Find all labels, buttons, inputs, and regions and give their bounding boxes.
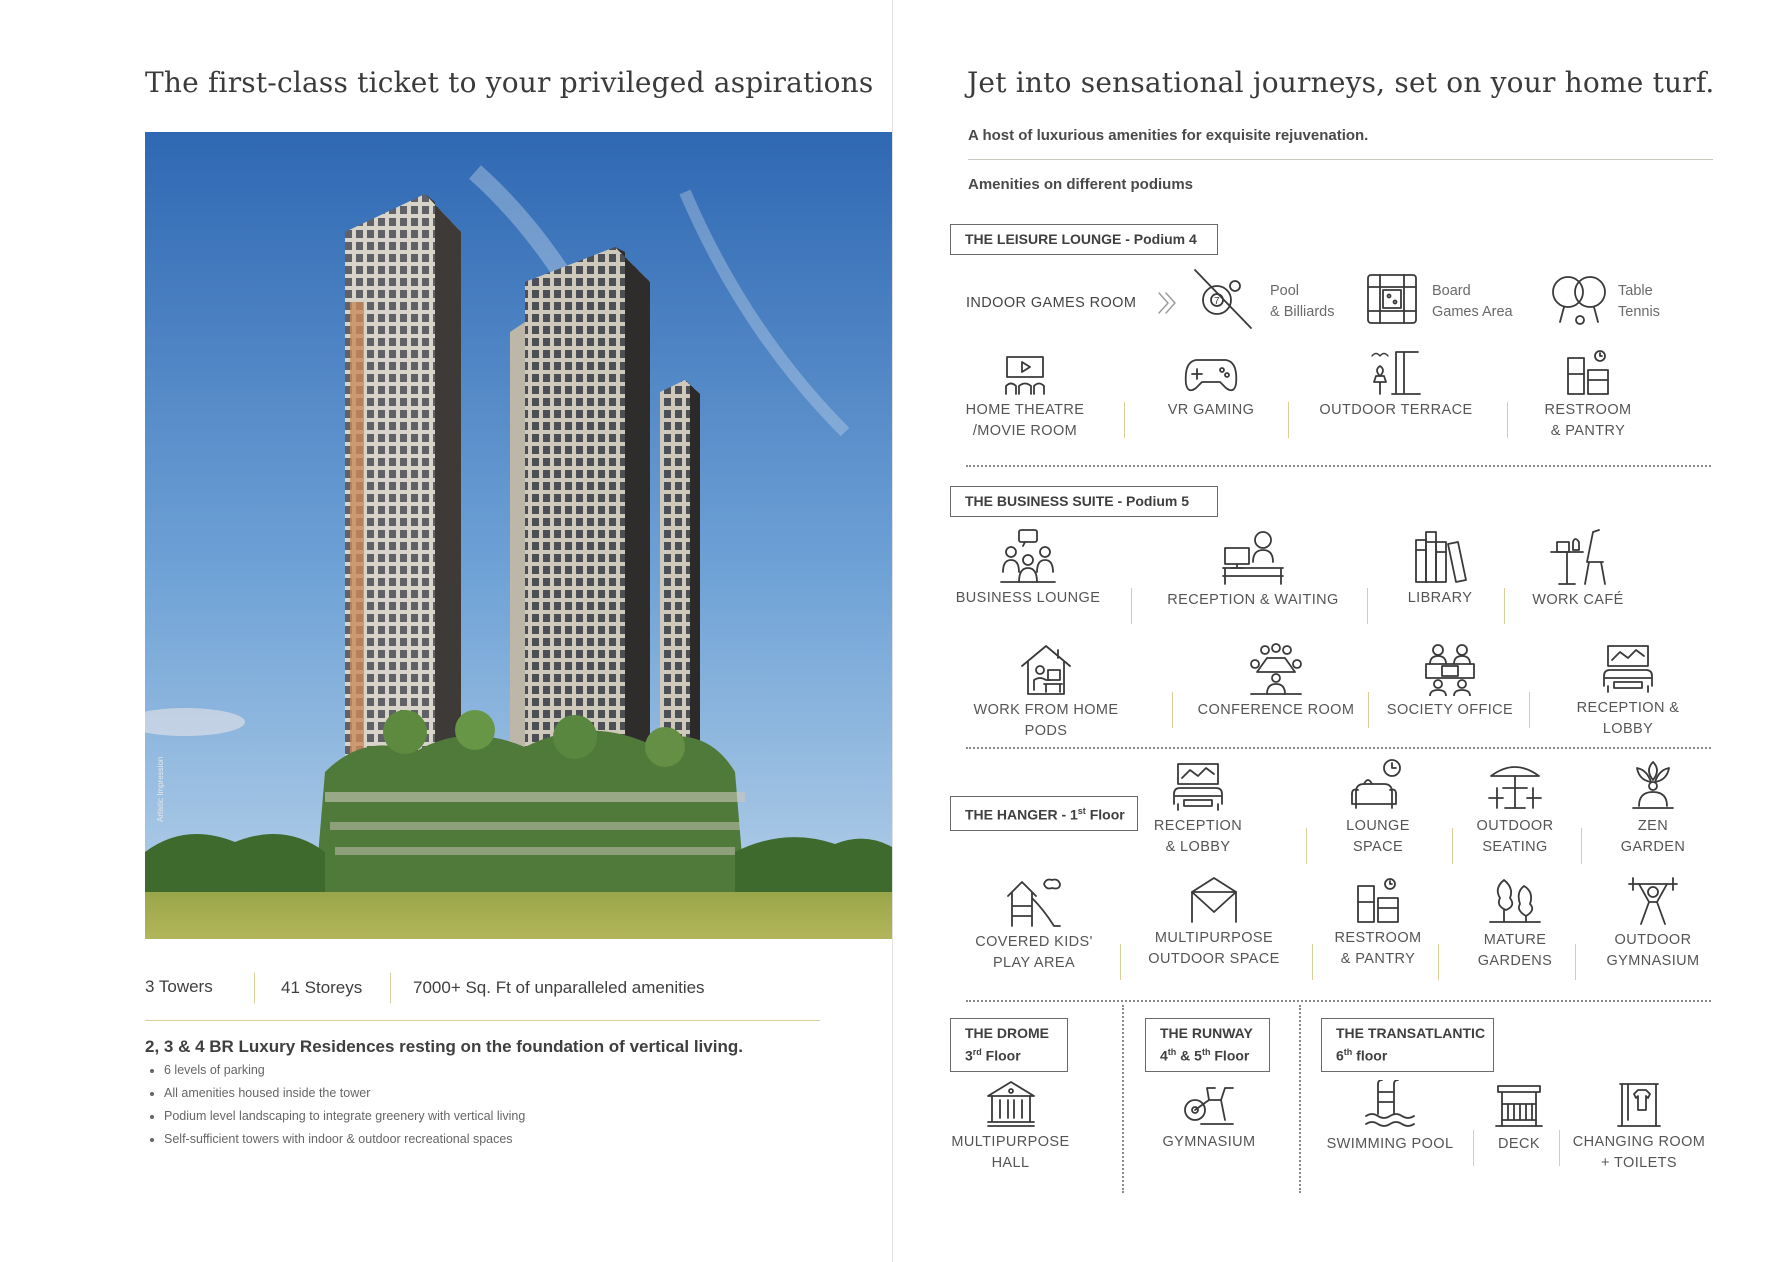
outdoor-gymnasium: OUTDOOR GYMNASIUM [1588,876,1718,972]
work-cafe: WORK CAFÉ [1523,528,1633,611]
badge-drome: THE DROME 3rd Floor [950,1018,1068,1072]
books-icon [1412,528,1468,584]
reception-waiting: RECEPTION & WAITING [1163,528,1343,611]
item-divider [1529,692,1530,728]
right-page [893,0,1785,1262]
theatre-icon [1003,354,1047,396]
cafe-icon [1549,528,1607,586]
terrace-icon [1370,348,1422,396]
divider [145,1020,820,1021]
reception-icon [1221,528,1285,586]
deck-icon [1494,1080,1544,1130]
home-office-icon [1020,642,1072,696]
billiards-icon [1191,268,1255,332]
item-divider [1473,1130,1474,1166]
gymnasium: GYMNASIUM [1149,1080,1269,1153]
stat-towers: 3 Towers [145,977,213,996]
lobby-icon [1600,642,1656,694]
item-divider [1131,588,1132,624]
item-divider [1124,402,1125,438]
lobby-icon [1170,760,1226,812]
item-divider [1367,588,1368,624]
section-divider [966,1000,1711,1002]
home-theatre: HOME THEATRE /MOVIE ROOM [955,354,1095,442]
slide-icon [1006,876,1062,928]
badge-leisure-lounge: THE LEISURE LOUNGE - Podium 4 [950,224,1218,255]
divider [968,159,1713,160]
item-divider [1581,828,1582,864]
item-divider [1120,944,1121,980]
lounge-space: LOUNGE SPACE [1318,758,1438,858]
table-tennis-label: Table Tennis [1618,283,1660,320]
multipurpose-outdoor-space: MULTIPURPOSE OUTDOOR SPACE [1129,876,1299,970]
section-divider [966,747,1711,749]
badge-runway: THE RUNWAY 4th & 5th Floor [1145,1018,1270,1072]
hanger-reception-lobby: RECEPTION & LOBBY [1133,760,1263,858]
item-divider [1504,588,1505,624]
umbrella-table-icon [1487,758,1543,812]
table-tennis-icon [1550,272,1610,328]
deck: DECK [1479,1080,1559,1155]
section-divider [966,465,1711,467]
work-from-home-pods: WORK FROM HOME PODS [951,642,1141,742]
feature-list [146,1063,525,1155]
outdoor-seating: OUTDOOR SEATING [1455,758,1575,858]
item-divider [1288,402,1289,438]
column-divider [1122,1005,1124,1193]
stat-divider [390,973,391,1003]
canopy-icon [1188,876,1240,924]
item-divider [1438,944,1439,980]
business-lounge: BUSINESS LOUNGE [953,528,1103,609]
hall-icon [986,1080,1036,1128]
gamepad-icon [1182,354,1240,396]
sofa-icon [1350,758,1406,812]
lotus-icon [1625,758,1681,812]
item-divider [1172,692,1173,728]
headline: 2, 3 & 4 BR Luxury Residences resting on the foundation of vertical living. [145,1037,743,1056]
restroom-pantry: RESTROOM & PANTRY [1538,348,1638,442]
item-divider [1575,944,1576,980]
badge-transatlantic: THE TRANSATLANTIC 6th floor [1321,1018,1494,1072]
zen-garden: ZEN GARDEN [1603,758,1703,858]
svg-text:7: 7 [1214,296,1220,307]
podiums-heading: Amenities on different podiums [968,176,1194,193]
right-subtitle: A host of luxurious amenities for exquisite rejuvenation. [968,127,1369,144]
item-divider [1312,944,1313,980]
weightlifter-icon [1627,876,1679,926]
left-title: The first-class ticket to your privileged aspirations [145,66,874,99]
conference-room: CONFERENCE ROOM [1191,642,1361,721]
stat-storeys: 41 Storeys [281,978,363,997]
list-item: • Self-sufficient towers with indoor & outdoor recreational spaces [164,1132,525,1147]
item-divider [1507,402,1508,438]
board-game-icon [1365,272,1419,326]
chevron-right-icon [1155,290,1179,316]
column-divider [1299,1005,1301,1193]
pool-icon [1364,1080,1416,1130]
item-divider [1559,1130,1560,1166]
stat-amenities: 7000+ Sq. Ft of unparalleled amenities [413,978,705,997]
list-item: • Podium level landscaping to integrate greenery with vertical living [164,1109,525,1124]
library: LIBRARY [1390,528,1490,609]
item-divider [1368,692,1369,728]
society-office: SOCIETY OFFICE [1385,642,1515,721]
reception-lobby: RECEPTION & LOBBY [1553,642,1703,740]
indoor-games-room-label: INDOOR GAMES ROOM [966,295,1137,311]
badge-hanger: THE HANGER - 1st Floor [950,796,1138,831]
exercise-bike-icon [1181,1080,1237,1128]
board-games-label: Board Games Area [1432,283,1513,320]
meeting-icon [999,528,1057,584]
outdoor-terrace: OUTDOOR TERRACE [1311,348,1481,421]
swimming-pool: SWIMMING POOL [1325,1080,1455,1155]
multipurpose-hall: MULTIPURPOSE HALL [948,1080,1073,1174]
list-item: • All amenities housed inside the tower [164,1086,525,1101]
changing-room-icon [1616,1080,1662,1128]
covered-kids-play-area: COVERED KIDS' PLAY AREA [969,876,1099,974]
pool-billiards-label: Pool & Billiards [1270,283,1335,320]
mature-gardens: MATURE GARDENS [1455,876,1575,972]
trees-icon [1488,876,1542,926]
building-render-image [145,132,892,939]
list-item: • 6 levels of parking [164,1063,525,1078]
right-title: Jet into sensational journeys, set on your home turf. [967,66,1715,99]
item-divider [1306,828,1307,864]
stat-divider [254,973,255,1003]
changing-room-toilets: CHANGING ROOM + TOILETS [1569,1080,1709,1174]
conference-icon [1247,642,1305,696]
badge-business-suite: THE BUSINESS SUITE - Podium 5 [950,486,1218,517]
hanger-restroom-pantry: RESTROOM & PANTRY [1328,876,1428,970]
item-divider [1452,828,1453,864]
office-icon [1422,642,1478,696]
pantry-icon [1354,876,1402,924]
image-caption: Artistic Impression [156,756,165,822]
towers-illustration [145,132,892,939]
pantry-icon [1564,348,1612,396]
vr-gaming: VR GAMING [1151,354,1271,421]
